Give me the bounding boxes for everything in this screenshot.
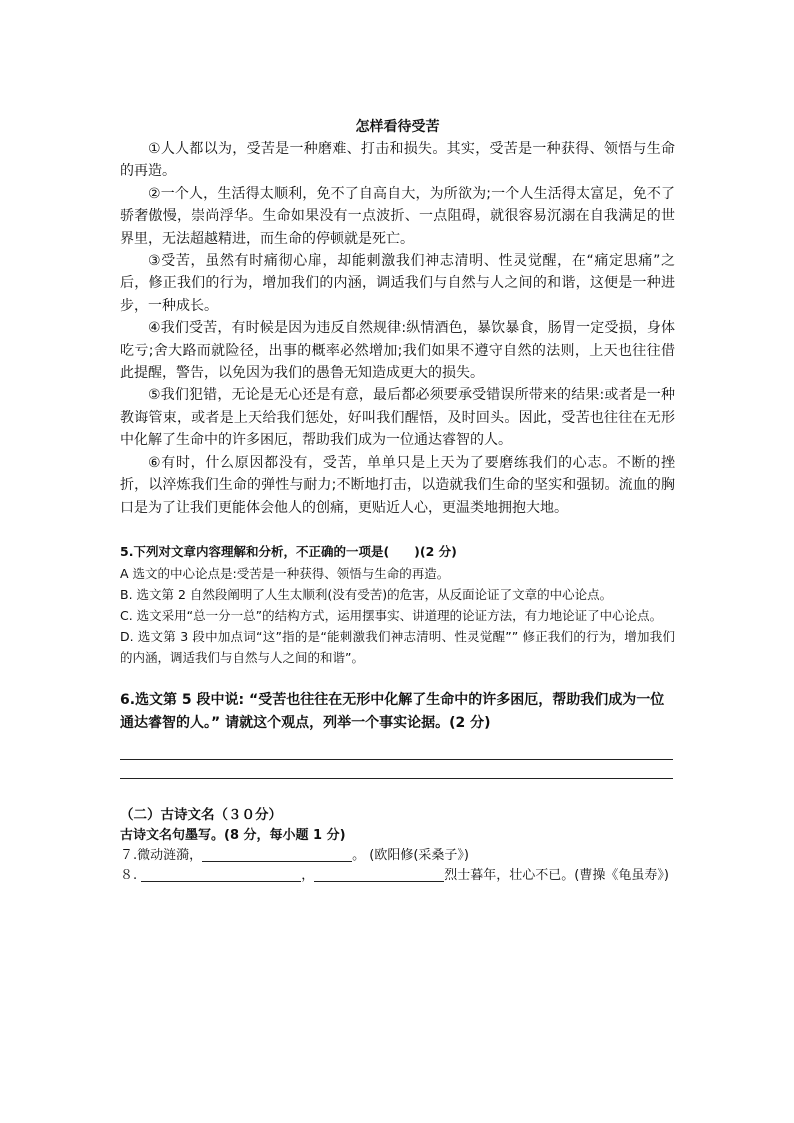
- article-title: 怎样看待受苦: [355, 119, 440, 135]
- question-7-blank[interactable]: [202, 847, 352, 862]
- section-2-subtitle: 古诗文名句墨写。(8 分，每小题 1 分): [120, 827, 346, 843]
- section-2-title: （二）古诗文名（３０分）: [120, 806, 282, 823]
- article-paragraph-3: ③受苦，虽然有时痛彻心扉，却能刺激我们神志清明、性灵觉醒，在“痛定思痛”之后，修正我们的行为，增加我们的内涵，调适我们与自然与人之间的和谐，这便是一种进步，一种成长。: [120, 253, 675, 314]
- answer-line-1[interactable]: [120, 741, 673, 760]
- question-5-option-d: D. 选文第 3 段中加点词“这”指的是“能刺激我们神志清明、性灵觉醒”” 修正我们的行为，增加我们的内涵，调适我们与自然与人之间的和谐”。: [120, 628, 675, 665]
- question-5-option-c: C. 选文采用“总一分一总”的结构方式，运用摆事实、讲道理的论证方法，有力地论证了中心论点。: [120, 607, 663, 623]
- document-page: [120, 118, 675, 886]
- question-5-stem: 5.下列对文章内容理解和分析，不正确的一项是( )(2 分): [120, 543, 457, 559]
- question-5-option-a: A 选文的中心论点是:受苦是一种获得、领悟与生命的再造。: [120, 565, 450, 581]
- question-8-suffix: 烈士暮年，壮心不已。(曹操《龟虽寿》): [444, 867, 669, 883]
- question-8-prefix: ８.: [120, 867, 142, 883]
- article-paragraph-6: ⑥有时，什么原因都没有，受苦，单单只是上天为了要磨练我们的心志。不断的挫折，以淬炼我们生命的弹性与耐力;不断地打击，以造就我们生命的坚实和强韧。流血的胸口是为了让我们更能体会他人的创痛，更贴近人心，更温类地拥抱大地。: [120, 454, 675, 516]
- question-5: [120, 541, 675, 668]
- article-paragraph-4: ④我们受苦，有时候是因为违反自然规律:纵情酒色，暴饮暴食，肠胃一定受损，身体吃亏;舍大路而就险径，出事的概率必然增加;我们如果不遵守自然的法则，上天也往往借此提醒，警告，以免因为我们的愚鲁无知造成更大的损失。: [120, 320, 675, 382]
- question-7-suffix: 。 (欧阳修(采桑子》): [352, 847, 469, 863]
- article-paragraph-2: ②一个人，生活得太顺利，免不了自高自大，为所欲为;一个人生活得太富足，免不了骄奢傲慢，崇尚浮华。生命如果没有一点波折、一点阻碍，就很容易沉溺在自我满足的世界里，无法超越精进，而生命的停顿就是死亡。: [120, 185, 675, 247]
- article-paragraph-1: ①人人都以为，受苦是一种磨难、打击和损失。其实，受苦是一种获得、领悟与生命的再造。: [120, 141, 675, 180]
- question-8: [120, 866, 675, 886]
- question-5-option-b: B. 选文第 2 自然段阐明了人生太顺利(没有受苦)的危害，从反面论证了文章的中心论点。: [120, 586, 613, 602]
- question-7-prefix: ７.微动涟漪，: [120, 847, 203, 863]
- section-2: [120, 805, 675, 886]
- question-7: [120, 846, 675, 866]
- question-6-stem: 6.选文第 5 段中说: “受苦也往往在无形中化解了生命中的许多困厄，帮助我们成为一位通达睿智的人。” 请就这个观点，列举一个事实论据。(2 分): [120, 691, 665, 731]
- answer-line-2[interactable]: [120, 760, 673, 779]
- question-8-blank-2[interactable]: [314, 867, 444, 882]
- question-8-blank-1[interactable]: [141, 867, 301, 882]
- question-8-middle: ，: [301, 867, 315, 883]
- article-paragraph-5: ⑤我们犯错，无论是无心还是有意，最后都必须要承受错误所带来的结果:或者是一种教诲管束，或者是上天给我们惩处，好叫我们醒悟，及时回头。因此，受苦也往往在无形中化解了生命中的许多困厄，帮助我们成为一位通达睿智的人。: [120, 387, 675, 449]
